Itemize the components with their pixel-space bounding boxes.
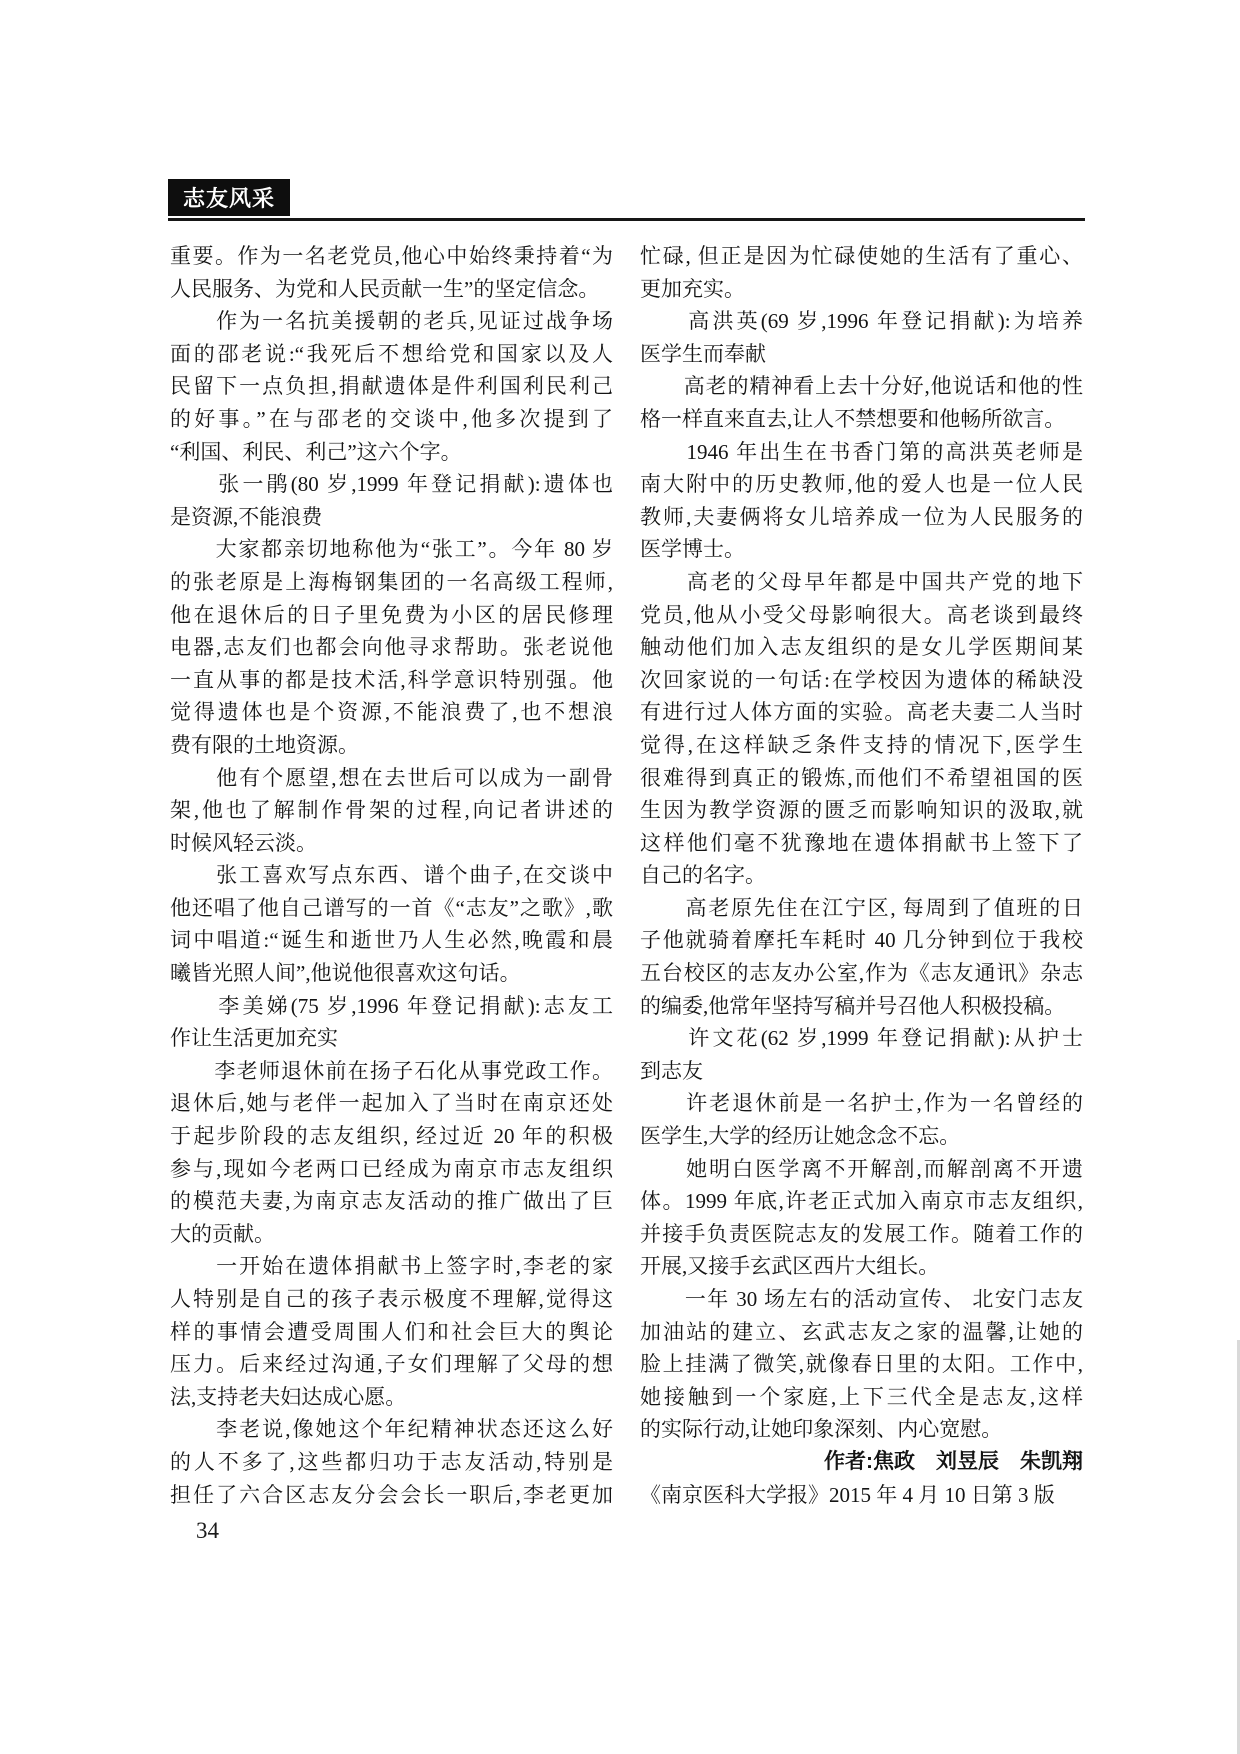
text-line: 费有限的土地资源。 [170, 732, 359, 757]
text-line: 到志友 [640, 1058, 703, 1083]
text-line: 一直从事的都是技术活,科学意识特别强。他 [170, 667, 613, 692]
text-line: 次回家说的一句话:在学校因为遗体的稀缺没 [640, 667, 1083, 692]
text-line: 1946 年出生在书香门第的高洪英老师是 [640, 439, 1083, 464]
text-line: 高老的精神看上去十分好,他说话和他的性 [640, 374, 1083, 399]
text-line: 的实际行动,让她印象深刻、内心宽慰。 [640, 1417, 1003, 1442]
text-line: 作让生活更加充实 [170, 1026, 338, 1051]
text-line: 这样他们毫不犹豫地在遗体捐献书上签下了 [640, 830, 1083, 855]
text-line: 曦皆光照人间”,他说他很喜欢这句话。 [170, 961, 521, 986]
text-line: 南大附中的历史教师,他的爱人也是一位人民 [640, 472, 1083, 497]
text-line: 格一样直来直去,让人不禁想要和他畅所欲言。 [640, 406, 1066, 431]
text-line: 他在退休后的日子里免费为小区的居民修理 [170, 602, 613, 627]
text-line: 李老师退休前在扬子石化从事党政工作。 [170, 1058, 613, 1083]
source-line: 《南京医科大学报》2015 年 4 月 10 日第 3 版 [640, 1482, 1055, 1507]
text-line: 时候风轻云淡。 [170, 830, 317, 855]
column-left [170, 240, 613, 1511]
text-line: 压力。后来经过沟通,子女们理解了父母的想 [170, 1352, 613, 1377]
text-line: 有进行过人体方面的实验。高老夫妻二人当时 [640, 700, 1083, 725]
text-line: 子他就骑着摩托车耗时 40 几分钟到位于我校 [640, 928, 1083, 953]
text-line: 张工喜欢写点东西、谱个曲子,在交谈中 [170, 863, 613, 888]
text-line: 大家都亲切地称他为“张工”。今年 80 岁 [170, 537, 613, 562]
text-line: 许老退休前是一名护士,作为一名曾经的 [640, 1091, 1083, 1116]
text-line: 是资源,不能浪费 [170, 504, 323, 529]
text-line: 脸上挂满了微笑,就像春日里的太阳。工作中, [640, 1352, 1083, 1377]
text-line: 样的事情会遭受周围人们和社会巨大的舆论 [170, 1319, 613, 1344]
text-line: 张一鹃(80 岁,1999 年登记捐献):遗体也 [170, 472, 613, 497]
text-line: 电器,志友们也都会向他寻求帮助。张老说他 [170, 635, 613, 660]
text-line: 法,支持老夫妇达成心愿。 [170, 1384, 407, 1409]
article-columns [170, 240, 1083, 1511]
text-line: 的模范夫妻,为南京志友活动的推广做出了巨 [170, 1189, 613, 1214]
text-line: 加油站的建立、玄武志友之家的温馨,让她的 [640, 1319, 1083, 1344]
text-line: 李美娣(75 岁,1996 年登记捐献):志友工 [170, 993, 613, 1018]
text-line: 李老说,像她这个年纪精神状态还这么好 [170, 1417, 613, 1442]
text-line: 人民服务、为党和人民贡献一生”的坚定信念。 [170, 276, 600, 301]
text-line: 医学生而奉献 [640, 341, 766, 366]
text-line: 词中唱道:“诞生和逝世乃人生必然,晚霞和晨 [170, 928, 613, 953]
text-line: 很难得到真正的锻炼,而他们不希望祖国的医 [640, 765, 1083, 790]
text-line: 觉得遗体也是个资源,不能浪费了,也不想浪 [170, 700, 613, 725]
text-line: 医学生,大学的经历让她念念不忘。 [640, 1124, 961, 1149]
text-line: 忙碌, 但正是因为忙碌使她的生活有了重心、 [640, 244, 1083, 268]
text-line: 面的邵老说:“我死后不想给党和国家以及人 [170, 341, 613, 366]
text-line: 人特别是自己的孩子表示极度不理解,觉得这 [170, 1287, 613, 1311]
text-line: 担任了六合区志友分会会长一职后,李老更加 [170, 1482, 613, 1507]
text-line: “利国、利民、利己”这六个字。 [170, 439, 462, 464]
text-line: 的张老原是上海梅钢集团的一名高级工程师, [170, 569, 613, 594]
text-line: 更加充实。 [640, 276, 745, 301]
text-line: 的编委,他常年坚持写稿并号召他人积极投稿。 [640, 993, 1066, 1018]
section-label: 志友风采 [168, 179, 290, 216]
text-line: 医学博士。 [640, 537, 745, 562]
text-line: 她明白医学离不开解剖,而解剖离不开遗 [640, 1156, 1083, 1181]
text-line: 参与,现如今老两口已经成为南京市志友组织 [170, 1156, 613, 1181]
text-line: 他还唱了他自己谱写的一首《“志友”之歌》,歌 [170, 895, 613, 920]
text-line: 高洪英(69 岁,1996 年登记捐献):为培养 [640, 309, 1083, 334]
text-line: 于起步阶段的志友组织, 经过近 20 年的积极 [170, 1124, 613, 1149]
text-line: 觉得,在这样缺乏条件支持的情况下,医学生 [640, 732, 1083, 757]
text-line: 重要。作为一名老党员,他心中始终秉持着“为 [170, 244, 613, 268]
text-line: 许文花(62 岁,1999 年登记捐献):从护士 [640, 1026, 1083, 1051]
byline: 作者:焦政 刘昱辰 朱凯翔 [824, 1449, 1083, 1473]
text-line: 体。1999 年底,许老正式加入南京市志友组织, [640, 1189, 1083, 1214]
text-line: 的好事。”在与邵老的交谈中,他多次提到了 [170, 406, 613, 431]
text-line: 教师,夫妻俩将女儿培养成一位为人民服务的 [640, 504, 1083, 529]
text-line: 五台校区的志友办公室,作为《志友通讯》杂志 [640, 961, 1083, 986]
text-line: 他有个愿望,想在去世后可以成为一副骨 [170, 765, 613, 790]
text-line: 她接触到一个家庭,上下三代全是志友,这样 [640, 1384, 1083, 1409]
text-line: 架,他也了解制作骨架的过程,向记者讲述的 [170, 798, 613, 823]
text-line: 生因为教学资源的匮乏而影响知识的汲取,就 [640, 798, 1083, 823]
text-line: 并接手负责医院志友的发展工作。随着工作的 [640, 1221, 1083, 1246]
text-line: 一开始在遗体捐献书上签字时,李老的家 [170, 1254, 613, 1279]
text-line: 大的贡献。 [170, 1221, 275, 1246]
text-line: 作为一名抗美援朝的老兵,见证过战争场 [170, 309, 613, 334]
text-line: 高老原先住在江宁区, 每周到了值班的日 [640, 895, 1083, 920]
column-right [640, 240, 1083, 1511]
text-line: 的人不多了,这些都归功于志友活动,特别是 [170, 1449, 613, 1474]
text-line: 自己的名字。 [640, 863, 766, 888]
text-line: 一年 30 场左右的活动宣传、 北安门志友 [640, 1287, 1083, 1311]
text-line: 开展,又接手玄武区西片大组长。 [640, 1254, 940, 1279]
text-line: 党员,他从小受父母影响很大。高老谈到最终 [640, 602, 1083, 627]
text-line: 触动他们加入志友组织的是女儿学医期间某 [640, 635, 1083, 660]
text-line: 退休后,她与老伴一起加入了当时在南京还处 [170, 1091, 613, 1116]
page-number: 34 [196, 1518, 219, 1543]
text-line: 民留下一点负担,捐献遗体是件利国利民利己 [170, 374, 613, 399]
header-rule [168, 218, 1085, 221]
text-line: 高老的父母早年都是中国共产党的地下 [640, 569, 1083, 594]
